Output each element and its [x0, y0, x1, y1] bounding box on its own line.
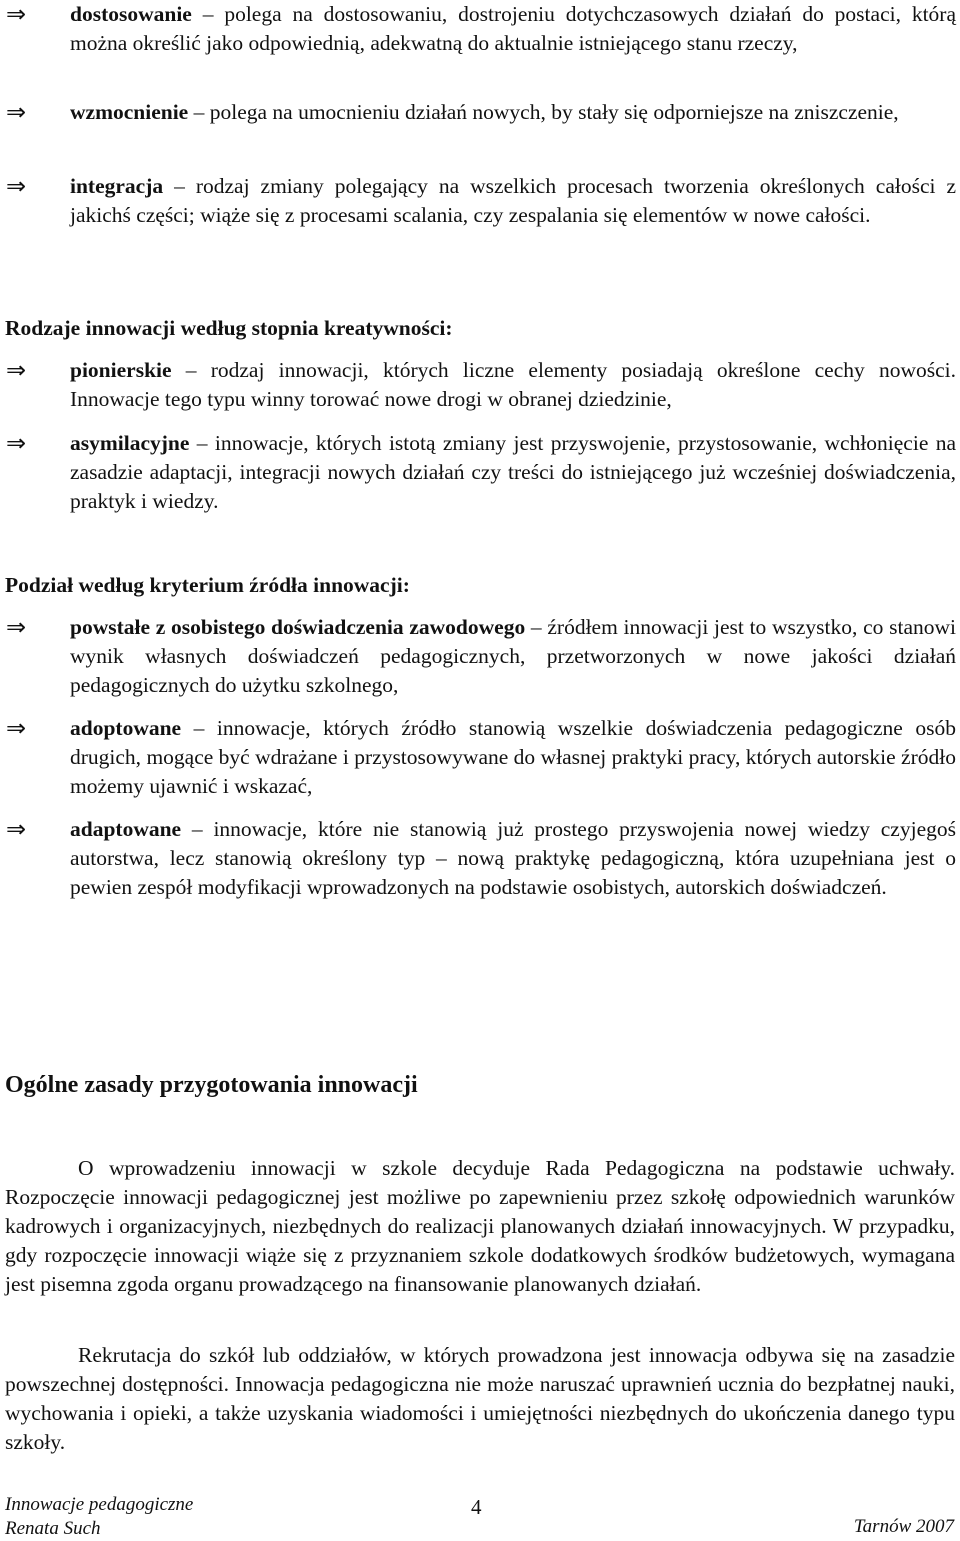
term-description: – innowacje, których źródło stanowią wszelkie doświadczenia pedagogiczne osób drugich, mogące być wdrażane i przystosowywane do własnej praktyki pracy, których autorskie źródło możemy ujawnić i wskazać,	[70, 716, 956, 798]
list-item-powstale	[0, 613, 960, 700]
footer-author: Renata Such	[5, 1518, 101, 1539]
term-description: – polega na dostosowaniu, dostrojeniu dotychczasowych działań do postaci, którą można określić jako odpowiednią, adekwatną do aktualnie istniejącego stanu rzeczy,	[70, 2, 956, 55]
right-double-arrow-icon: ⇒	[6, 0, 27, 28]
list-item-dostosowanie	[0, 0, 960, 58]
list-item-integracja	[0, 172, 960, 230]
term-label: adoptowane	[70, 716, 182, 740]
section-heading-creativity: Rodzaje innowacji według stopnia kreatywności:	[5, 316, 453, 340]
term-description: – źródłem innowacji jest to wszystko, co stanowi wynik własnych doświadczeń pedagogicznych, przetworzonych w nowe jakości działań pedagogicznych do użytku szkolnego,	[70, 615, 956, 697]
right-double-arrow-icon: ⇒	[6, 429, 27, 457]
term-label: pionierskie	[70, 358, 172, 382]
term-description: – rodzaj innowacji, których liczne elementy posiadają określone cechy nowości. Innowacje tego typu winny torować nowe drogi w obranej dziedzinie,	[70, 358, 956, 411]
footer-place-year: Tarnów 2007	[853, 1516, 954, 1537]
section-heading-source: Podział według kryterium źródła innowacji:	[5, 573, 410, 597]
term-label: dostosowanie	[70, 2, 192, 26]
term-description: – polega na umocnieniu działań nowych, by stały się odporniejsze na zniszczenie,	[188, 100, 899, 124]
page-footer-left	[5, 1493, 193, 1541]
list-item-asymilacyjne	[0, 429, 960, 516]
list-item-adoptowane	[0, 714, 960, 801]
right-double-arrow-icon: ⇒	[6, 815, 27, 843]
right-double-arrow-icon: ⇒	[6, 172, 27, 200]
term-description: – rodzaj zmiany polegający na wszelkich procesach tworzenia określonych całości z jakichś części; wiąże się z procesami scalania, czy zespalania się elementów w nowe całości.	[70, 174, 956, 227]
list-item-pionierskie	[0, 356, 960, 414]
right-double-arrow-icon: ⇒	[6, 356, 27, 384]
term-description: – innowacje, których istotą zmiany jest przyswojenie, przystosowanie, wchłonięcie na zasadzie adaptacji, integracji nowych działań czy treści do istniejącego już wcześniej doświadczenia, praktyk i wiedzy.	[70, 431, 956, 513]
term-label: wzmocnienie	[70, 100, 189, 124]
right-double-arrow-icon: ⇒	[6, 613, 27, 641]
paragraph-1: O wprowadzeniu innowacji w szkole decyduje Rada Pedagogiczna na podstawie uchwały. Rozpoczęcie innowacji pedagogicznej jest możliwe po zapewnieniu przez szkołę odpowiednich warunków kadrowych i organizacyjnych, niezbędnych do realizacji planowanych działań innowacyjnych. W przypadku, gdy rozpoczęcie innowacji wiąże się z przyznaniem szkole dodatkowych środków budżetowych, wymagana jest pisemna zgoda organu prowadzącego na finansowanie planowanych działań.	[5, 1156, 955, 1296]
list-item-adaptowane	[0, 815, 960, 902]
footer-document-title: Innowacje pedagogiczne	[5, 1494, 194, 1515]
page-number: 4	[471, 1495, 482, 1519]
section-title-principles: Ogólne zasady przygotowania innowacji	[5, 1072, 418, 1098]
list-item-wzmocnienie	[0, 98, 960, 127]
paragraph-2: Rekrutacja do szkół lub oddziałów, w których prowadzona jest innowacja odbywa się na zasadzie powszechnej dostępności. Innowacja pedagogiczna nie może naruszać uprawnień ucznia do bezpłatnej nauki, wychowania i opieki, a także uzyskania wiadomości i umiejętności niezbędnych do ukończenia danego typu szkoły.	[5, 1343, 955, 1454]
term-description: – innowacje, które nie stanowią już prostego przyswojenia nowej wiedzy czyjegoś autorstwa, lecz stanowią określony typ – nową praktykę pedagogiczną, która uzupełniana jest o pewien zespół modyfikacji wprowadzonych na podstawie osobistych, autorskich doświadczeń.	[70, 817, 956, 899]
term-label: adaptowane	[70, 817, 182, 841]
term-label: asymilacyjne	[70, 431, 190, 455]
right-double-arrow-icon: ⇒	[6, 98, 27, 126]
term-label: powstałe z osobistego doświadczenia zawodowego	[70, 615, 526, 639]
term-label: integracja	[70, 174, 164, 198]
right-double-arrow-icon: ⇒	[6, 714, 27, 742]
